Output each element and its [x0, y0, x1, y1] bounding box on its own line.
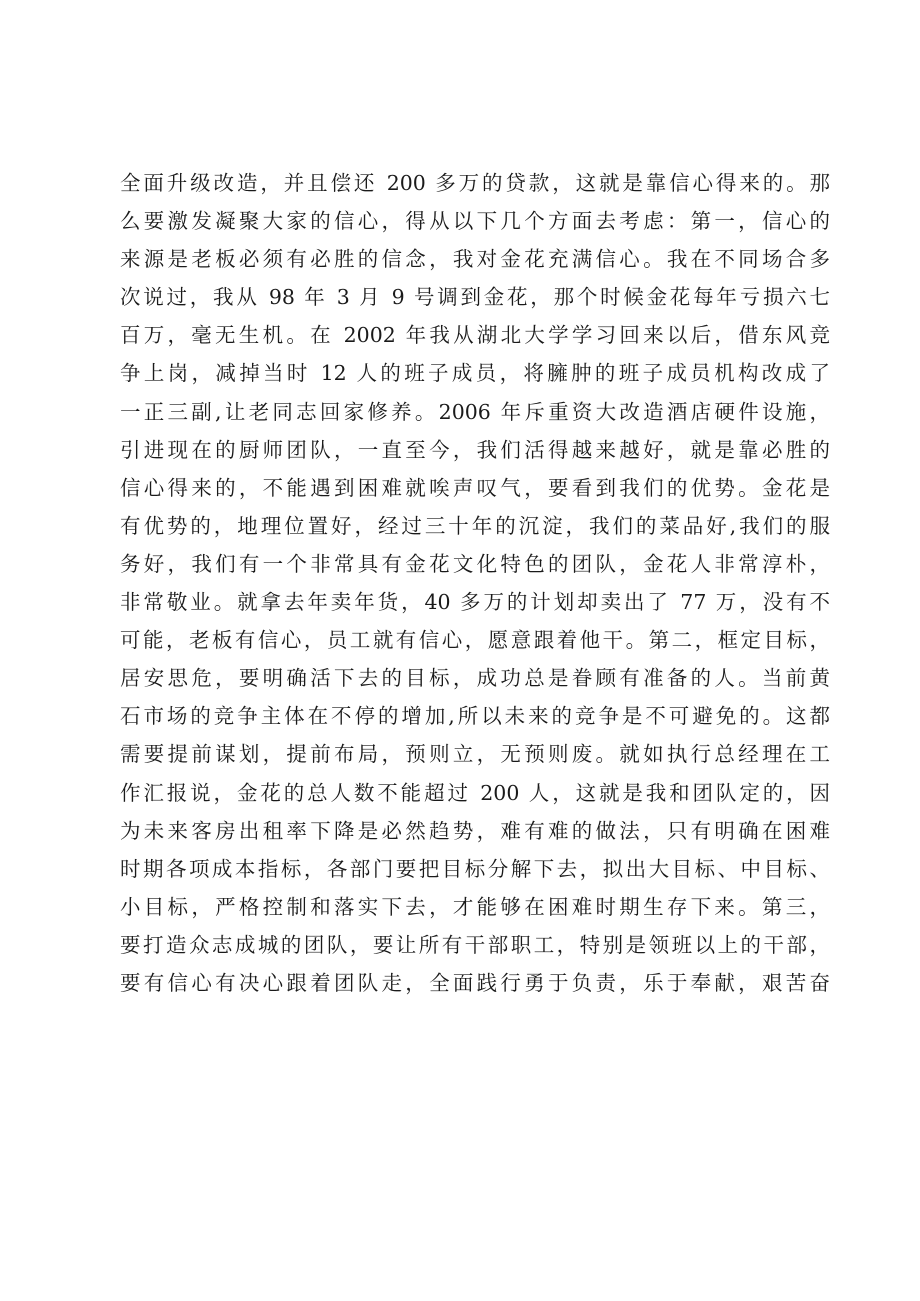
body-line: 次说过，我从 98 年 3 月 9 号调到金花，那个时候金花每年亏损六七: [120, 285, 830, 310]
body-line: 居安思危，要明确活下去的目标，成功总是眷顾有准备的人。当前黄: [120, 666, 830, 691]
body-line: 非常敬业。就拿去年卖年货，40 多万的计划却卖出了 77 万，没有不: [120, 590, 830, 615]
body-line: 时期各项成本指标，各部门要把目标分解下去，拟出大目标、中目标、: [120, 856, 830, 881]
document-body: [120, 164, 830, 1002]
body-line: 有优势的，地理位置好，经过三十年的沉淀，我们的菜品好,我们的服: [120, 513, 830, 538]
body-line: 要打造众志成城的团队，要让所有干部职工，特别是领班以上的干部，: [120, 932, 830, 957]
body-line: 务好，我们有一个非常具有金花文化特色的团队，金花人非常淳朴，: [120, 551, 830, 576]
body-line: 需要提前谋划，提前布局，预则立，无预则废。就如执行总经理在工: [120, 742, 830, 767]
body-line: 信心得来的，不能遇到困难就唉声叹气，要看到我们的优势。金花是: [120, 475, 830, 500]
body-line: 石市场的竞争主体在不停的增加,所以未来的竞争是不可避免的。这都: [120, 704, 830, 729]
body-line: 要有信心有决心跟着团队走，全面践行勇于负责，乐于奉献，艰苦奋: [120, 970, 830, 995]
body-line: 一正三副,让老同志回家修养。2006 年斥重资大改造酒店硬件设施，: [120, 399, 830, 424]
body-line: 么要激发凝聚大家的信心，得从以下几个方面去考虑：第一，信心的: [120, 209, 830, 234]
body-line: 争上岗，减掉当时 12 人的班子成员，将臃肿的班子成员机构改成了: [120, 361, 830, 386]
body-line: 可能，老板有信心，员工就有信心，愿意跟着他干。第二，框定目标，: [120, 628, 830, 653]
body-line: 为未来客房出租率下降是必然趋势，难有难的做法，只有明确在困难: [120, 818, 830, 843]
body-line: 百万，毫无生机。在 2002 年我从湖北大学学习回来以后，借东风竞: [120, 323, 830, 348]
body-line: 引进现在的厨师团队，一直至今，我们活得越来越好，就是靠必胜的: [120, 437, 830, 462]
body-line: 作汇报说，金花的总人数不能超过 200 人，这就是我和团队定的，因: [120, 780, 830, 805]
body-line: 来源是老板必须有必胜的信念，我对金花充满信心。我在不同场合多: [120, 247, 830, 272]
body-line: 全面升级改造，并且偿还 200 多万的贷款，这就是靠信心得来的。那: [120, 171, 830, 195]
body-line: 小目标，严格控制和落实下去，才能够在困难时期生存下来。第三，: [120, 894, 830, 919]
